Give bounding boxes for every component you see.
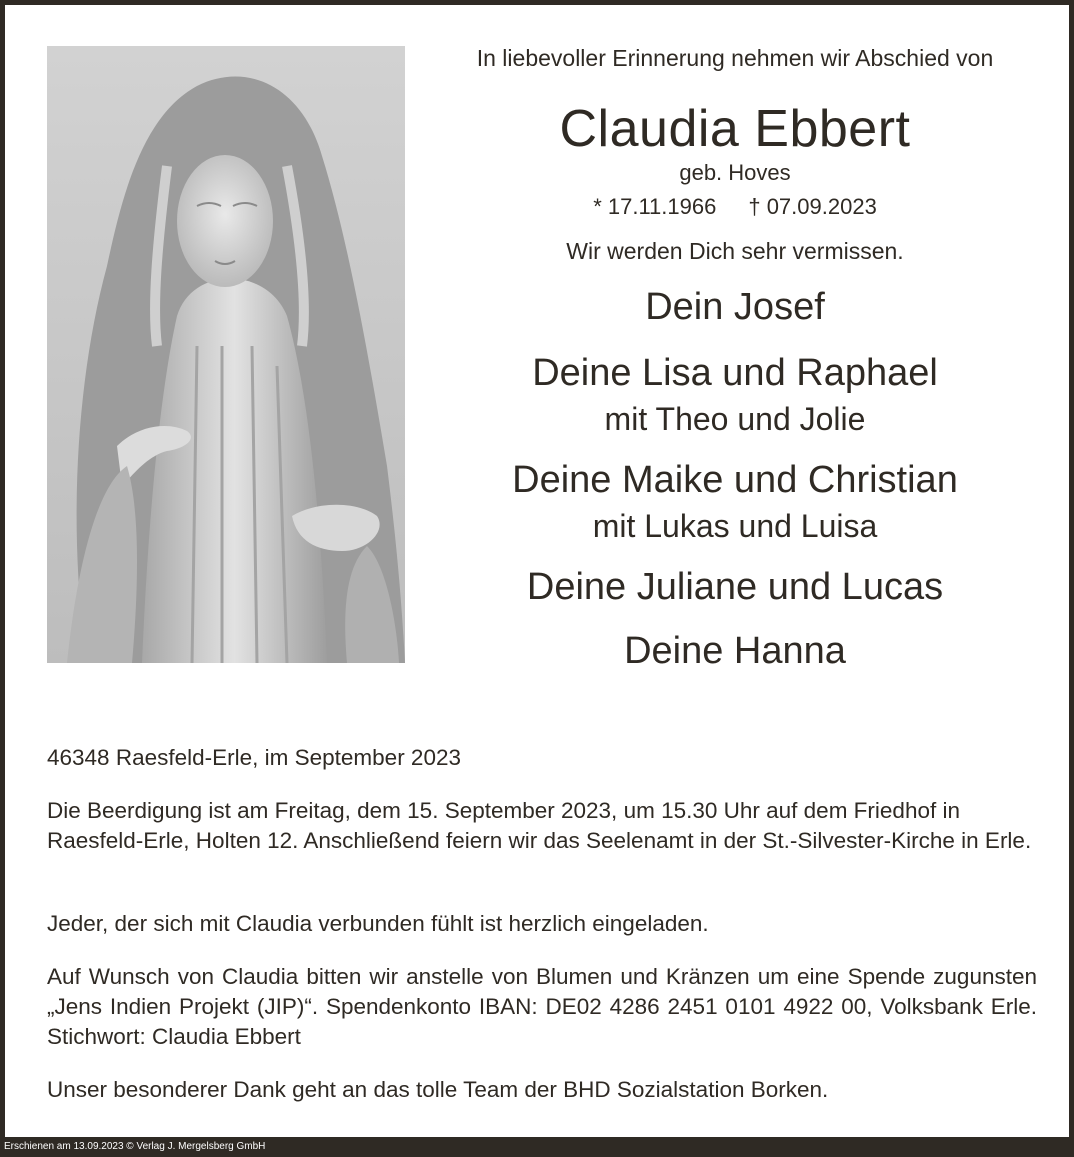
place-date: 46348 Raesfeld-Erle, im September 2023 <box>47 745 461 770</box>
family-member: Deine Lisa und Raphael <box>532 352 938 394</box>
funeral-details: Die Beerdigung ist am Freitag, dem 15. September 2023, um 15.30 Uhr auf dem Friedhof in Raesfeld-Erle, Holten 12. Anschließend feiern wir das Seelenamt in der St.-Silvester-Kirche in Erle. <box>47 798 1032 853</box>
family-member: Deine Maike und Christian <box>512 459 958 501</box>
family-member-sub: mit Lukas und Luisa <box>592 508 878 544</box>
maiden-name: geb. Hoves <box>679 160 791 185</box>
family-member: Dein Josef <box>645 286 825 328</box>
deceased-name: Claudia Ebbert <box>559 100 911 158</box>
family-member: Deine Hanna <box>624 630 846 672</box>
family-member: Deine Juliane und Lucas <box>526 566 944 608</box>
miss-line: Wir werden Dich sehr vermissen. <box>566 238 904 264</box>
birth-date: * 17.11.1966 <box>593 194 717 219</box>
thanks-text: Unser besonderer Dank geht an das tolle Team der BHD Sozialstation Borken. <box>47 1077 829 1102</box>
madonna-statue-photo <box>47 46 405 663</box>
life-dates <box>423 194 1047 220</box>
intro-line: In liebevoller Erinnerung nehmen wir Abschied von <box>476 45 994 71</box>
invitation-text: Jeder, der sich mit Claudia verbunden fühlt ist herzlich eingeladen. <box>47 911 709 936</box>
publication-footer: Erschienen am 13.09.2023 © Verlag J. Mergelsberg GmbH <box>0 1137 1074 1157</box>
donation-request: Auf Wunsch von Claudia bitten wir anstelle von Blumen und Kränzen um eine Spende zugunsten „Jens Indien Projekt (JIP)“. Spendenkonto IBAN: DE02 4286 2451 0101 4922 00, Volksbank Erle. Stichwort: Claudia Ebbert <box>47 964 1037 1049</box>
family-member-sub: mit Theo und Jolie <box>604 401 866 437</box>
death-date: † 07.09.2023 <box>748 194 877 219</box>
